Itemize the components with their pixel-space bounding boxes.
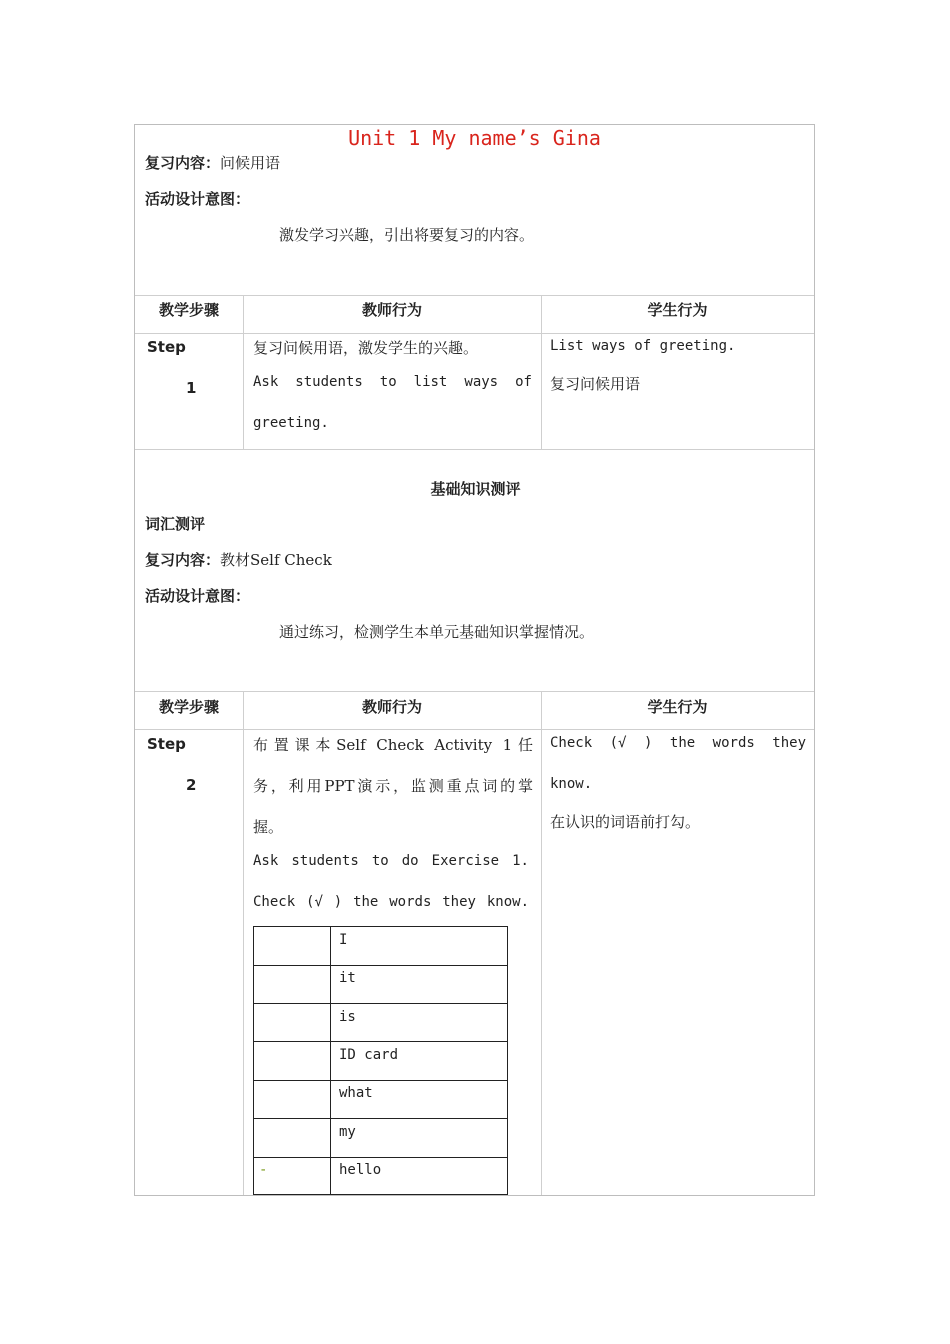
review-content-value: 问候用语 [220, 154, 281, 172]
review-content-row [145, 152, 280, 173]
word-table-col-divider [330, 926, 331, 1195]
review-content-label: 复习内容： [145, 154, 221, 172]
review-content-label-2: 复习内容： [145, 551, 221, 569]
header-teacher-action-2: 教师行为 [361, 698, 422, 716]
vocabulary-test-heading: 词汇测评 [145, 515, 206, 533]
step2-teacher-line4: Ask students to do Exercise 1. [253, 853, 529, 869]
table2-col-divider-1 [243, 691, 244, 1195]
word-cell: ID card [339, 1047, 399, 1063]
step2-teacher-line3: 握。 [253, 818, 284, 836]
word-check-cell[interactable]: - [259, 1162, 268, 1178]
table2-header-border [135, 729, 814, 730]
basic-knowledge-heading: 基础知识测评 [430, 480, 521, 498]
step1-teacher-en-line1: Ask students to list ways of [253, 374, 532, 390]
word-cell: I [339, 932, 348, 948]
step1-teacher-cn: 复习问候用语，激发学生的兴趣。 [253, 339, 479, 357]
header-teaching-step-2: 教学步骤 [158, 698, 219, 716]
step1-student-cn: 复习问候用语 [550, 375, 641, 393]
step1-label: Step [147, 338, 186, 356]
step2-teacher-line5: Check (√ ) the words they know. [253, 894, 529, 910]
word-cell: what [339, 1085, 373, 1101]
header-student-action: 学生行为 [647, 301, 708, 319]
design-intent-text: 激发学习兴趣，引出将要复习的内容。 [279, 226, 535, 244]
step2-teacher-line1: 布置课本Self Check Activity 1任 [253, 736, 533, 754]
review-content-value-2: 教材Self Check [220, 551, 332, 569]
word-cell: my [339, 1124, 356, 1140]
review-content-row-2 [145, 549, 332, 570]
step2-number: 2 [186, 776, 197, 794]
table2-top-border [135, 691, 814, 692]
design-intent-label: 活动设计意图： [145, 190, 251, 208]
word-table-row-divider [253, 1118, 508, 1119]
step1-teacher-en-line2: greeting. [253, 415, 329, 431]
table1-bottom-border [135, 449, 814, 450]
header-teaching-step: 教学步骤 [158, 301, 219, 319]
word-table-row-divider [253, 965, 508, 966]
header-teacher-action: 教师行为 [361, 301, 422, 319]
unit-title: Unit 1 My name’s Gina [348, 126, 601, 150]
step2-student-cn: 在认识的词语前打勾。 [550, 813, 701, 831]
word-cell: hello [339, 1162, 382, 1178]
step2-student-line1: Check (√ ) the words they [550, 735, 806, 751]
table2-col-divider-2 [541, 691, 542, 1195]
word-cell: is [339, 1009, 356, 1025]
word-table-row-divider [253, 1041, 508, 1042]
step1-number: 1 [186, 379, 197, 397]
table1-header-border [135, 333, 814, 334]
word-table-row-divider [253, 1080, 508, 1081]
design-intent-text-2: 通过练习，检测学生本单元基础知识掌握情况。 [279, 623, 595, 641]
word-cell: it [339, 970, 356, 986]
step2-label: Step [147, 735, 186, 753]
header-student-action-2: 学生行为 [647, 698, 708, 716]
word-table-row-divider [253, 1003, 508, 1004]
step1-student-en: List ways of greeting. [550, 338, 736, 354]
step2-student-line2: know. [550, 776, 593, 792]
word-table-row-divider [253, 1157, 508, 1158]
design-intent-label-2: 活动设计意图： [145, 587, 251, 605]
step2-teacher-line2: 务，利用PPT演示，监测重点词的掌 [253, 777, 533, 795]
table1-top-border [135, 295, 814, 296]
